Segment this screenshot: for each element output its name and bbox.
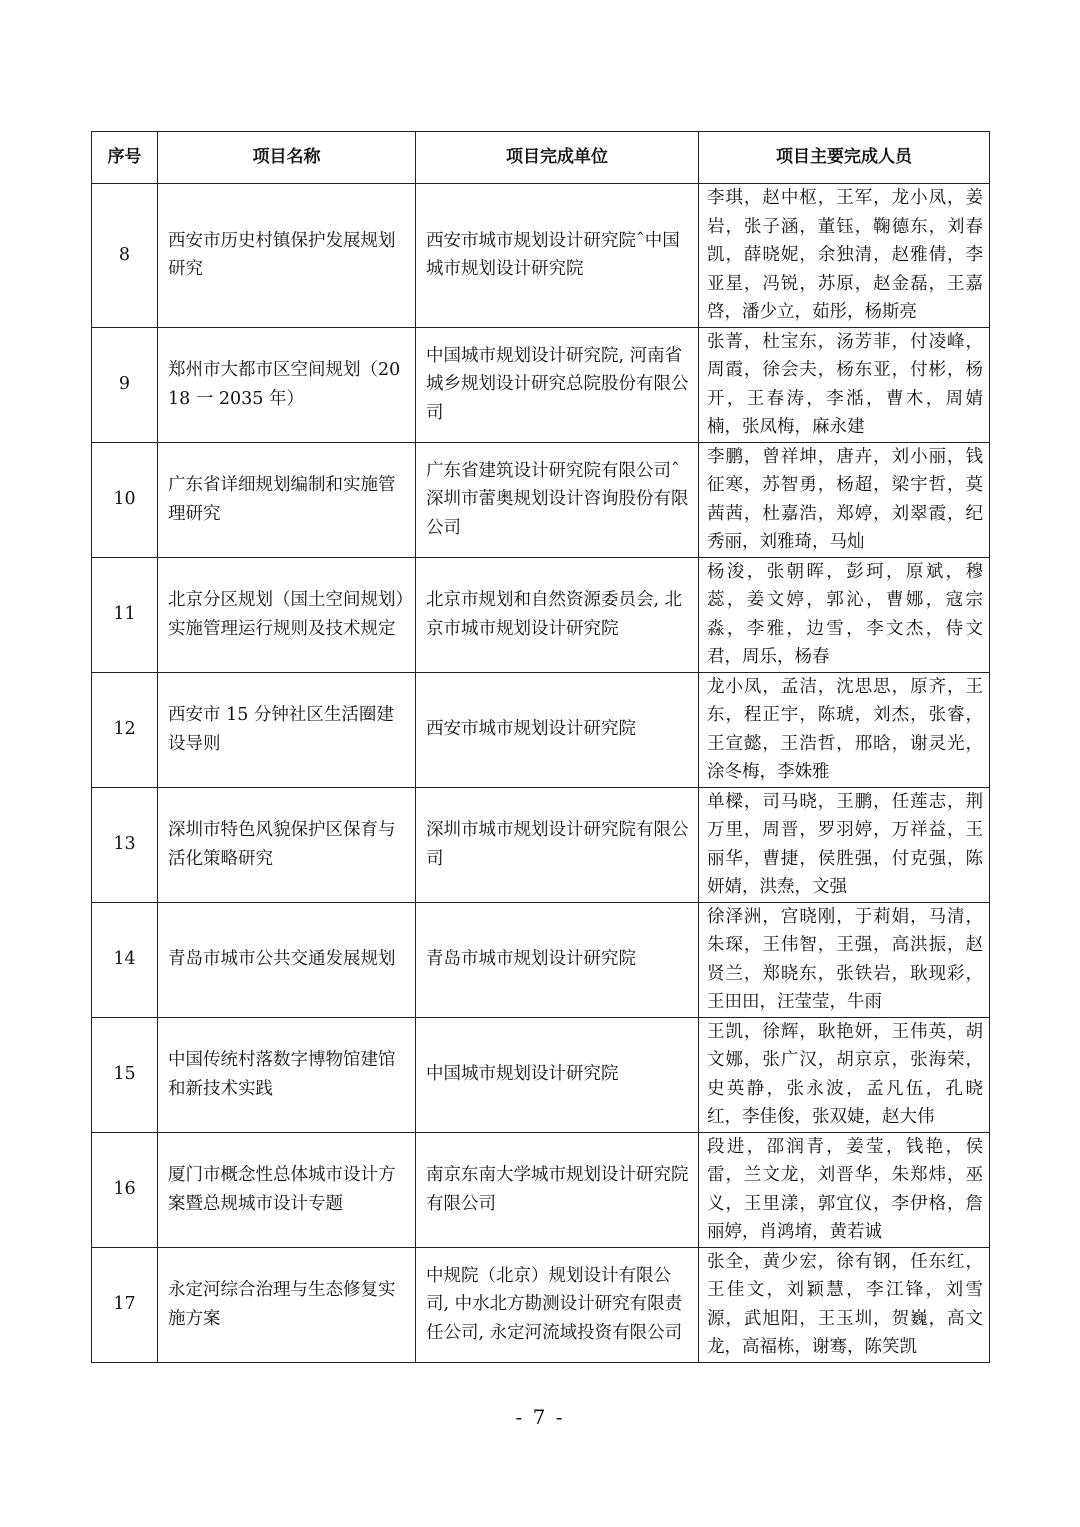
awards-table (91, 131, 990, 1363)
header-project-name: 项目名称 (158, 132, 416, 184)
row-no: 12 (92, 672, 158, 787)
row-project-people: 王凯，徐辉，耿艳妍，王伟英，胡文娜，张广汉，胡京京，张海荣，史英静，张永波，孟凡伍，孔晓红，李佳俊，张双婕，赵大伟 (699, 1017, 990, 1132)
table-row (92, 184, 990, 328)
row-project-people: 李鹏，曾祥坤，唐卉，刘小丽，钱征寒，苏智勇，杨超，梁宇哲，莫茜茜，杜嘉浩，郑婷，刘翠霞，纪秀丽，刘雅琦，马灿 (699, 442, 990, 557)
row-project-people: 龙小凤，孟洁，沈思思，原齐，王东，程正宇，陈琥，刘杰，张睿，王宣懿，王浩哲，邢晗，谢灵光，涂冬梅，李姝雅 (699, 672, 990, 787)
row-project-people: 张菁，杜宝东，汤芳菲，付凌峰，周霞，徐会夫，杨东亚，付彬，杨开，王春涛，李湉，曹木，周婧楠，张凤梅，麻永建 (699, 327, 990, 442)
header-project-people: 项目主要完成人员 (699, 132, 990, 184)
table-row (92, 1247, 990, 1362)
table-row (92, 672, 990, 787)
row-project-unit: 中规院（北京）规划设计有限公司, 中水北方勘测设计研究有限责任公司, 永定河流域投资有限公司 (416, 1247, 699, 1362)
page-number: - 7 - (515, 1405, 565, 1429)
table-row (92, 1017, 990, 1132)
row-project-unit: 深圳市城市规划设计研究院有限公司 (416, 787, 699, 902)
table-row (92, 327, 990, 442)
row-project-name: 郑州市大都市区空间规划（2018 一 2035 年） (158, 327, 416, 442)
row-project-name: 青岛市城市公共交通发展规划 (158, 902, 416, 1017)
table-header-row (92, 132, 990, 184)
row-project-unit: 中国城市规划设计研究院 (416, 1017, 699, 1132)
row-project-unit: 西安市城市规划设计研究院 (416, 672, 699, 787)
row-no: 17 (92, 1247, 158, 1362)
header-no: 序号 (92, 132, 158, 184)
row-project-unit: 南京东南大学城市规划设计研究院有限公司 (416, 1132, 699, 1247)
row-project-name: 广东省详细规划编制和实施管理研究 (158, 442, 416, 557)
table-row (92, 902, 990, 1017)
row-project-name: 中国传统村落数字博物馆建馆和新技术实践 (158, 1017, 416, 1132)
row-project-name: 厦门市概念性总体城市设计方案暨总规城市设计专题 (158, 1132, 416, 1247)
row-no: 16 (92, 1132, 158, 1247)
row-project-people: 张全，黄少宏，徐有钢，任东红，王佳文，刘颖慧，李江锋，刘雪源，武旭阳，王玉圳，贺巍，高文龙，高福栋，谢骞，陈笑凯 (699, 1247, 990, 1362)
row-project-unit: 北京市规划和自然资源委员会, 北京市城市规划设计研究院 (416, 557, 699, 672)
row-project-unit: 广东省建筑设计研究院有限公司ˆ深圳市蕾奥规划设计咨询股份有限公司 (416, 442, 699, 557)
row-project-people: 段进，邵润青，姜莹，钱艳，侯雷，兰文龙，刘晋华，朱郑炜，巫义，王里漾，郭宜仪，李伊格，詹丽婷，肖鸿堉，黄若诚 (699, 1132, 990, 1247)
row-project-people: 杨浚，张朝晖，彭珂，原斌，穆蕊，姜文婷，郭沁，曹娜，寇宗淼，李雅，边雪，李文杰，侍文君，周乐，杨春 (699, 557, 990, 672)
row-no: 14 (92, 902, 158, 1017)
row-no: 15 (92, 1017, 158, 1132)
row-project-people: 徐泽洲，宫晓刚，于莉娟，马清，朱琛，王伟智，王强，高洪振，赵贤兰，郑晓东，张铁岩，耿现彩，王田田，汪莹莹，牛雨 (699, 902, 990, 1017)
row-project-unit: 青岛市城市规划设计研究院 (416, 902, 699, 1017)
row-project-name: 西安市历史村镇保护发展规划研究 (158, 184, 416, 328)
table-row (92, 787, 990, 902)
row-project-people: 李琪，赵中枢，王军，龙小凤，姜岩，张子涵，董钰，鞠德东，刘春凯，薛晓妮，余独清，赵雅倩，李亚星，冯锐，苏原，赵金磊，王嘉啓，潘少立，茹彤，杨斯亮 (699, 184, 990, 328)
row-project-name: 北京分区规划（国土空间规划）实施管理运行规则及技术规定 (158, 557, 416, 672)
row-no: 9 (92, 327, 158, 442)
row-project-unit: 西安市城市规划设计研究院ˆ中国城市规划设计研究院 (416, 184, 699, 328)
row-no: 10 (92, 442, 158, 557)
header-project-unit: 项目完成单位 (416, 132, 699, 184)
row-no: 13 (92, 787, 158, 902)
table-row (92, 442, 990, 557)
row-no: 8 (92, 184, 158, 328)
table-row (92, 557, 990, 672)
table-row (92, 1132, 990, 1247)
row-no: 11 (92, 557, 158, 672)
row-project-people: 单樑，司马晓，王鹏，任莲志，荆万里，周晋，罗羽婷，万祥益，王丽华，曹捷，侯胜强，付克强，陈妍婧，洪焘，文强 (699, 787, 990, 902)
row-project-unit: 中国城市规划设计研究院, 河南省城乡规划设计研究总院股份有限公司 (416, 327, 699, 442)
row-project-name: 西安市 15 分钟社区生活圈建设导则 (158, 672, 416, 787)
row-project-name: 深圳市特色风貌保护区保育与活化策略研究 (158, 787, 416, 902)
row-project-name: 永定河综合治理与生态修复实施方案 (158, 1247, 416, 1362)
